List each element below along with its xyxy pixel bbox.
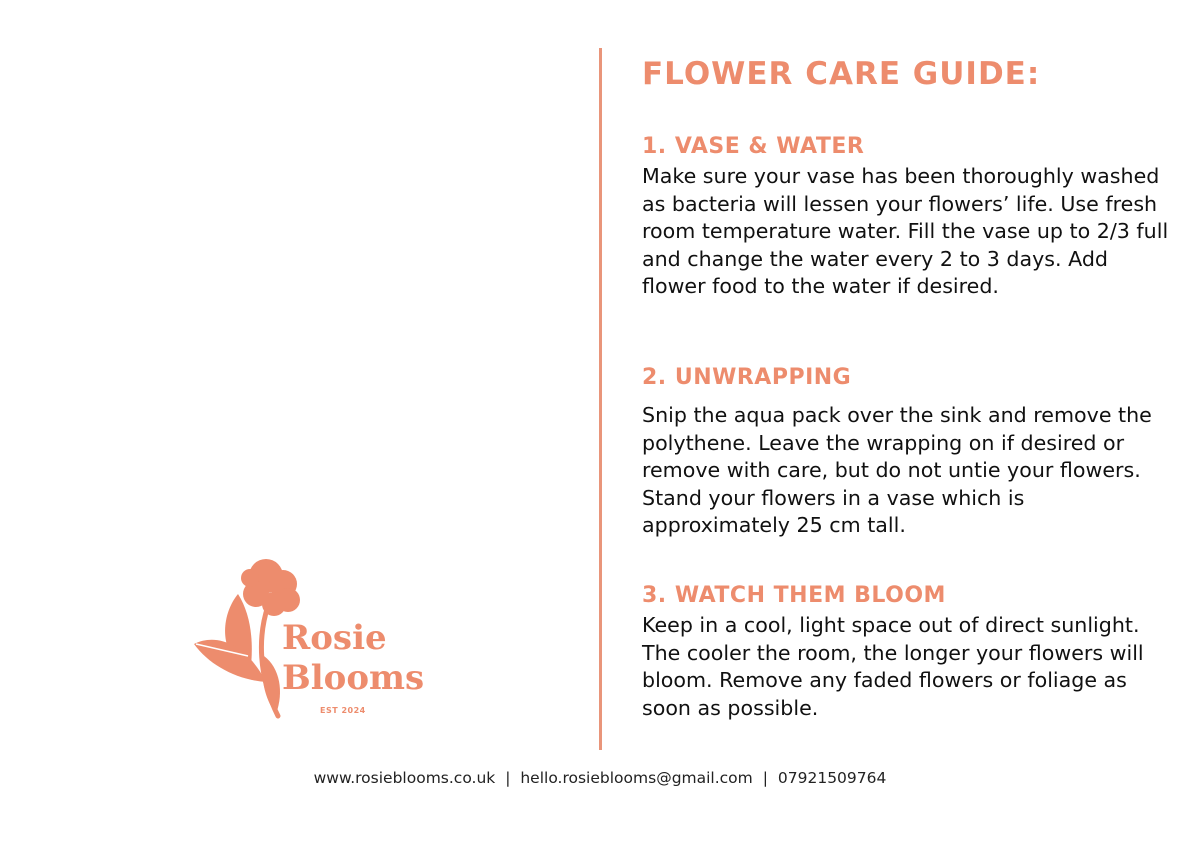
footer-separator: | xyxy=(505,769,511,787)
brand-logo xyxy=(188,556,428,726)
brand-established: EST 2024 xyxy=(320,706,366,715)
page-title: FLOWER CARE GUIDE: xyxy=(642,56,1041,92)
brand-name-line2: Blooms xyxy=(282,658,425,698)
section-heading: 3. WATCH THEM BLOOM xyxy=(642,583,946,608)
section-body: Make sure your vase has been thoroughly washed as bacteria will lessen your flowers’ life. Use fresh room temperature water. Fill the vase up to 2/3 full and change the water every 2 to 3 days. Add flower food to the water if desired. xyxy=(642,164,1169,298)
website-link[interactable]: www.rosieblooms.co.uk xyxy=(313,769,496,787)
section-heading: 1. VASE & WATER xyxy=(642,134,865,159)
care-section-watch-bloom xyxy=(642,582,1172,722)
section-heading: 2. UNWRAPPING xyxy=(642,365,852,390)
care-section-vase-water xyxy=(642,133,1172,301)
care-guide-header xyxy=(642,54,1172,94)
section-body: Snip the aqua pack over the sink and remove the polythene. Leave the wrapping on if desired or remove with care, but do not untie your flowers. Stand your flowers in a vase which is approximately 25 cm tall. xyxy=(642,403,1152,537)
contact-footer xyxy=(0,769,1200,787)
phone-number[interactable]: 07921509764 xyxy=(777,769,887,787)
section-body: Keep in a cool, light space out of direct sunlight. The cooler the room, the longer your flowers will bloom. Remove any faded flowers or foliage as soon as possible. xyxy=(642,613,1144,720)
vertical-divider xyxy=(599,48,602,750)
email-link[interactable]: hello.rosieblooms@gmail.com xyxy=(520,769,753,787)
brand-name-line1: Rosie xyxy=(282,618,387,658)
care-section-unwrapping xyxy=(642,364,1172,540)
footer-separator: | xyxy=(762,769,768,787)
